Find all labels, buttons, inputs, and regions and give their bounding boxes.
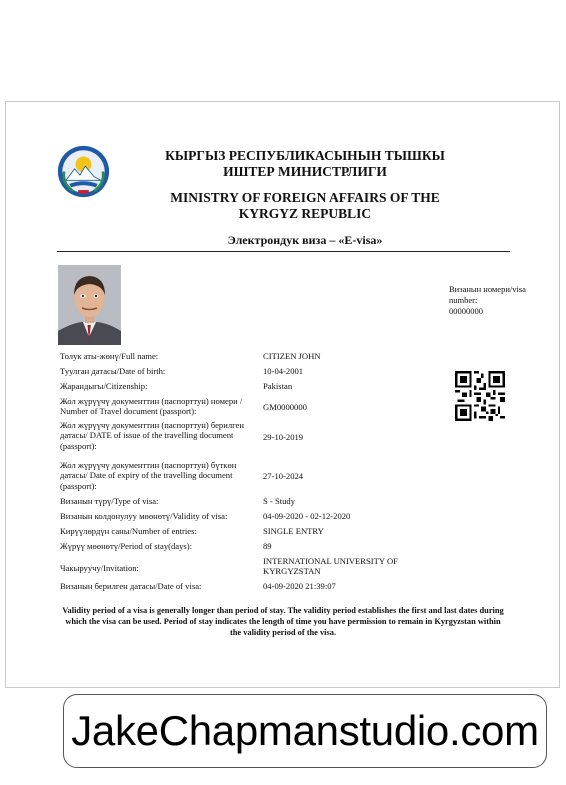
visa-number-value: 00000000 <box>449 306 483 316</box>
ministry-title-kyrgyz: КЫРГЫЗ РЕСПУБЛИКАСЫНЫН ТЫШКЫ ИШТЕР МИНИСТРЛИГИ <box>165 148 445 179</box>
validity-note: Validity period of a visa is generally longer than period of stay. The validity period establishes the first and last dates during which the visa can be used. Period of stay indicates the length of time you have permission to remain in Kyrgyzstan within the validity period of the visa. <box>62 606 504 637</box>
field-value: SINGLE ENTRY <box>263 526 324 536</box>
field-value: 04-09-2020 - 02-12-2020 <box>263 511 351 521</box>
field-label: Жол жүрүүчү документтин (паспорттун) номери / Number of Travel document (passport): <box>60 396 243 417</box>
visa-number-block <box>449 284 529 317</box>
kyrgyz-emblem-icon <box>57 145 110 198</box>
field-value: 10-04-2001 <box>263 366 304 376</box>
field-value: GM0000000 <box>263 402 307 412</box>
field-label: Визанын түрү/Type of visa: <box>60 496 159 506</box>
field-label: Визанын берилген датасы/Date of visa: <box>60 581 202 591</box>
field-value: CITIZEN JOHN <box>263 351 321 361</box>
qr-code-icon <box>455 371 505 421</box>
field-value: Pakistan <box>263 381 293 391</box>
evisa-subtitle: Электрондук виза – «E-visa» <box>227 233 383 247</box>
field-label: Жол жүрүүчү документтин (паспорттун) берилген датасы/ DATE of issue of the travelling document (passport): <box>60 420 244 451</box>
field-label: Толук аты-жөнү/Full name: <box>60 351 159 361</box>
field-label: Кирүүлөрдүн саны/Number of entries: <box>60 526 197 536</box>
field-label: Жол жүрүүчү документтин (паспорттун) бүткөн датасы/ Date of expiry of the travelling document (passport): <box>60 460 237 491</box>
watermark-text: JakeChapmanstudio.com <box>71 707 539 754</box>
applicant-photo <box>58 265 121 345</box>
field-label: Визанын колдонулуу мөөнөтү/Validity of visa: <box>60 511 228 521</box>
field-label: Туулган датасы/Date of birth: <box>60 366 166 376</box>
field-value: 89 <box>263 541 272 551</box>
field-value: 29-10-2019 <box>263 432 304 442</box>
field-label: Жүрүү мөөнөтү/Period of stay(days): <box>60 541 193 551</box>
field-value: 04-09-2020 21:39:07 <box>263 581 336 591</box>
ministry-title-english: MINISTRY OF FOREIGN AFFAIRS OF THE KYRGYZ REPUBLIC <box>170 190 440 221</box>
field-value: INTERNATIONAL UNIVERSITY OF KYRGYZSTAN <box>263 556 398 577</box>
header-divider <box>57 251 510 252</box>
field-label: Жарандыгы/Citizenship: <box>60 381 148 391</box>
field-value: 27-10-2024 <box>263 471 304 481</box>
field-value: S - Study <box>263 496 295 506</box>
field-label: Чакыруучу/Invitation: <box>60 563 139 573</box>
visa-number-label: Визанын номери/visa number: <box>449 284 526 305</box>
